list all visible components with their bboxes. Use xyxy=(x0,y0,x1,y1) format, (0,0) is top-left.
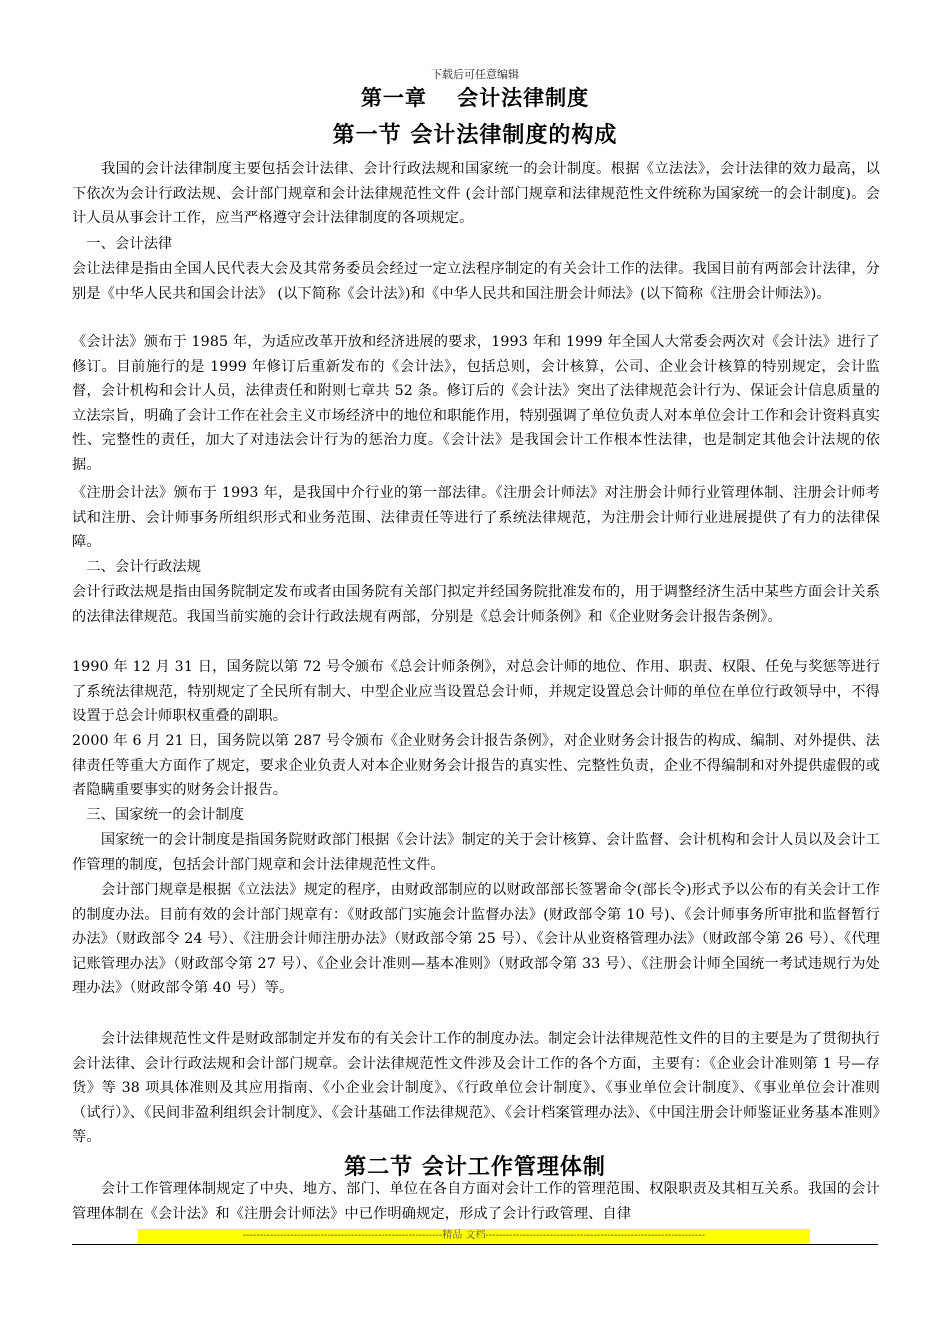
heading-accounting-law: 一、会计法律 xyxy=(72,236,173,252)
section-title: 第一节 会计法律制度的构成 xyxy=(332,122,618,148)
footer-divider xyxy=(72,1244,878,1245)
paragraph: 国家统一的会计制度是指国务院财政部门根据《会计法》制定的关于会计核算、会计监督、会计机构和会计人员以及会计工作管理的制度，包括会计部门规章和会计法律规范性文件。 xyxy=(72,832,880,873)
header-note: 下载后可任意编辑 xyxy=(431,68,519,81)
section-title: 第二节 会计工作管理体制 xyxy=(344,1154,606,1180)
heading-administrative-regulations: 二、会计行政法规 xyxy=(72,559,202,575)
paragraph: 会计工作管理体制规定了中央、地方、部门、单位在各自方面对会计工作的管理范围、权限职责及其相互关系。我国的会计管理体制在《会计法》和《注册会计师法》中已作明确规定，形成了会计行政管理、自律 xyxy=(72,1181,880,1222)
paragraph: 2000 年 6 月 21 日，国务院以第 287 号令颁布《企业财务会计报告条例》，对企业财务会计报告的构成、编制、对外提供、法律责任等重大方面作了规定，要求企业负责人对本企业财务会计报告的真实性、完整性负责，企业不得编制和对外提供虚假的或者隐瞒重要事实的财务会计报告。 xyxy=(72,733,880,798)
paragraph: 会计法律规范性文件是财政部制定并发布的有关会计工作的制度办法。制定会计法律规范性文件的目的主要是为了贯彻执行会计法律、会计行政法规和会计部门规章。会计法律规范性文件涉及会计工作的各个方面，主要有：《企业会计准则第 1 号—存货》等 38 项具体准则及其应用指南、《小企业会计制度》、《行政单位会计制度》、《事业单位会计制度》、《事业单位会计准则（试行）》、《民间非盈利组织会计制度》、《会计基础工作法律规范》、《会计档案管理办法》、《中国注册会计师鉴证业务基本准则》等。 xyxy=(72,1031,880,1145)
paragraph: 会计行政法规是指由国务院制定发布或者由国务院有关部门拟定并经国务院批准发布的，用于调整经济生活中某些方面会计关系的法律法律规范。我国当前实施的会计行政法规有两部，分别是《总会计师条例》和《企业财务会计报告条例》。 xyxy=(72,584,880,625)
paragraph: 我国的会计法律制度主要包括会计法律、会计行政法规和国家统一的会计制度。根据《立法法》，会计法律的效力最高，以下依次为会计行政法规、会计部门规章和会计法律规范性文件 (会计部门规章和法律规范性文件统称为国家统一的会计制度)。会计人员从事会计工作，应当严格遵守会计法律制度的各项规定。 xyxy=(72,161,880,226)
footer-banner: -----------------------------------------------------------精品 文档----------------------------------------------------------------- xyxy=(138,1229,810,1243)
heading-unified-system: 三、国家统一的会计制度 xyxy=(72,807,245,823)
paragraph: 《注册会计法》颁布于 1993 年，是我国中介行业的第一部法律。《注册会计师法》对注册会计师行业管理体制、注册会计师考试和注册、会计师事务所组织形式和业务范围、法律责任等进行了系统法律规范，为注册会计师行业进展提供了有力的法律保障。 xyxy=(72,485,880,550)
paragraph: 会计部门规章是根据《立法法》规定的程序，由财政部制应的以财政部部长签署命令(部长令)形式予以公布的有关会计工作的制度办法。目前有效的会计部门规章有：《财政部门实施会计监督办法》(财政部令第 10 号)、《会计师事务所审批和监督暂行办法》（财政部令 24 号）、《注册会计师注册办法》（财政部令第 25 号）、《会计从业资格管理办法》（财政部令第 26 号）、《代理记账管理办法》（财政部令第 27 号）、《企业会计准则—基本准则》（财政部令第 33 号）、《注册会计师全国统一考试违规行为处理办法》（财政部令第 40 号）等。 xyxy=(72,882,880,996)
paragraph: 《会计法》颁布于 1985 年，为适应改革开放和经济进展的要求，1993 年和 1999 年全国人大常委会两次对《会计法》进行了修订。目前施行的是 1999 年修订后重新发布的《会计法》，包括总则，会计核算，公司、企业会计核算的特别规定，会计监督，会计机构和会计人员，法律责任和附则七章共 52 条。修订后的《会计法》突出了法律规范会计行为、保证会计信息质量的立法宗旨，明确了会计工作在社会主义市场经济中的地位和职能作用，特别强调了单位负责人对本单位会计工作和会计资料真实性、完整性的责任，加大了对违法会计行为的惩治力度。《会计法》是我国会计工作根本性法律，也是制定其他会计法规的依据。 xyxy=(72,334,880,473)
paragraph: 1990 年 12 月 31 日，国务院以第 72 号令颁布《总会计师条例》，对总会计师的地位、作用、职责、权限、任免与奖惩等进行了系统法律规范，特别规定了全民所有制大、中型企业应当设置总会计师，并规定设置总会计师的单位在单位行政领导中，不得设置于总会计师职权重叠的副职。 xyxy=(72,659,880,724)
chapter-title: 第一章 会计法律制度 xyxy=(360,85,590,110)
paragraph: 会让法律是指由全国人民代表大会及其常务委员会经过一定立法程序制定的有关会计工作的法律。我国目前有两部会计法律，分别是《中华人民共和国会计法》 (以下简称《会计法》)和《中华人民共和国注册会计师法》(以下简称《注册会计师法》)。 xyxy=(72,261,880,302)
